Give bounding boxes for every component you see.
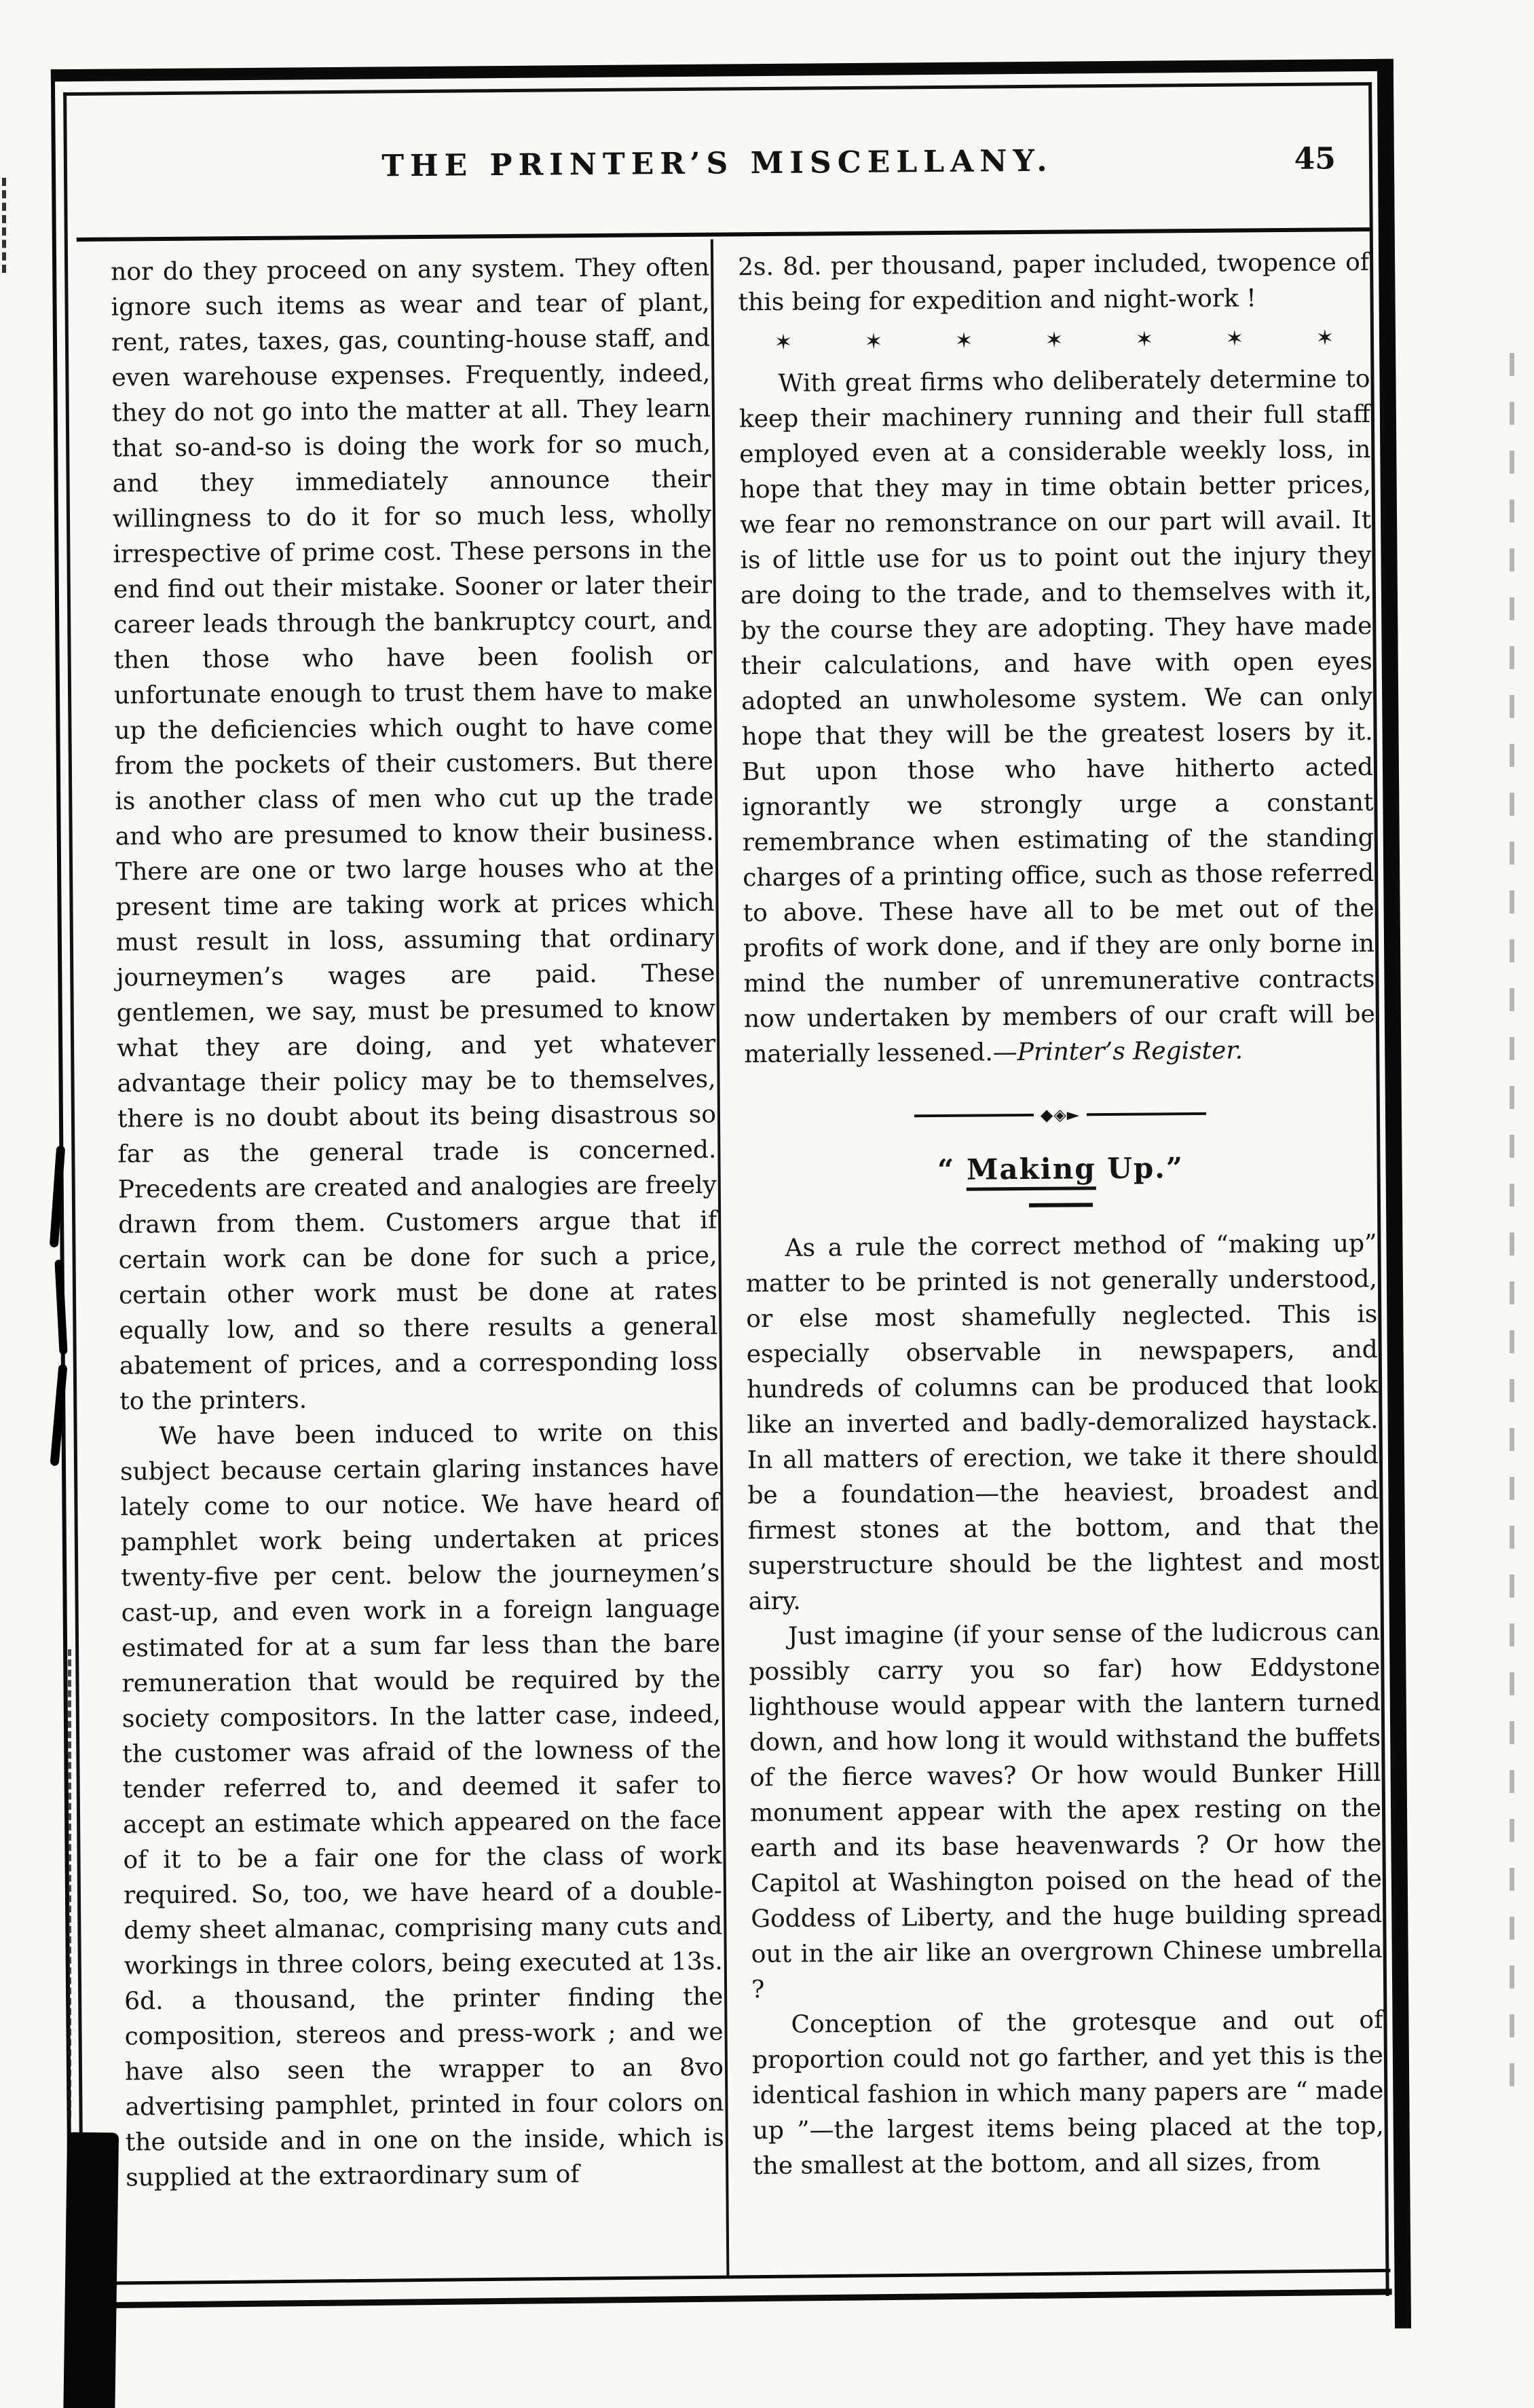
scan-artifact-dashed-line: [68, 1649, 71, 2118]
paragraph: As a rule the correct method of “making up” matter to be printed is not generally understood, or else most shamefully neglected. This is especially observable in newspapers, and hundreds of columns can be produced that look like an inverted and badly-demoralized haystack. In all matters of erection, we take it there should be a foundation—the heaviest, broadest and firmest stones at the bottom, and that the superstructure should be the lightest and most airy.: [745, 1229, 1380, 1616]
paragraph: 2s. 8d. per thousand, paper included, twopence of this being for expedition and night-work !: [737, 248, 1370, 317]
masthead: [64, 135, 1372, 200]
article-heading: [745, 1145, 1376, 1193]
scan-artifact-dashed-line: [2, 178, 6, 273]
divider-line: [914, 1114, 1034, 1117]
section-divider: [914, 1106, 1206, 1124]
divider-line: [1087, 1112, 1206, 1116]
paragraph: We have been induced to write on this subject because certain glaring instances have lately come to our notice. We have heard of pamphlet work being undertaken at prices twenty-five per cent. below the journeymen’s cast-up, and even work in a foreign language estimated for at a sum far less than the bare remuneration that would be required by the society compositors. In the latter case, indeed, the customer was afraid of the lowness of the tender referred to, and deemed it safer to accept an estimate which appeared on the face of it to be a fair one for the class of work required. So, too, we have heard of a double-demy sheet almanac, comprising many cuts and workings in three colors, being executed at 13s. 6d. a thousand, the printer finding the composition, stereos and press-work ; and we have also seen the wrapper to an 8vo advertising pamphlet, printed in four colors on the outside and in one on the inside, which is supplied at the extraordinary sum of: [119, 1418, 724, 2192]
asterisk-separator: ✶ ✶ ✶ ✶ ✶ ✶ ✶: [774, 324, 1334, 355]
paragraph: Just imagine (if your sense of the ludicrous can possibly carry you so far) how Eddystone lighthouse would appear with the lantern turned down, and how long it would withstand the buffets of the fierce waves? Or how would Bunker Hill monument appear with the apex resting on the earth and its base heavenwards ? Or how the Capitol at Washington poised on the head of the Goddess of Liberty, and the huge building spread out in the air like an overgrown Chinese umbrella ?: [749, 1617, 1383, 2004]
paragraph-text: With great firms who deliberately determine to keep their machinery running and their full staff employed even at a considerable weekly loss, in hope that they may in time obtain better prices, we fear no remonstrance on our part will avail. It is of little use for us to point out the injury they are doing to the trade, and to themselves with it, by the course they are adopting. They have made their calculations, and have with open eyes adopted an unwholesome system. We can only hope that they will be the greatest losers by it. But upon those who have hitherto acted ignorantly we strongly urge a constant remembrance when estimating of the standing charges of a printing office, such as those referred to above. These have all to be met out of the profits of work done, and if they are only borne in mind the number of unremunerative contracts now undertaken by members of our craft will be materially lessened.—: [738, 364, 1375, 1069]
heading-rule: [1029, 1203, 1093, 1207]
heading-underlined-word: Making: [967, 1152, 1096, 1190]
page-number: 45: [1294, 141, 1336, 176]
page-title: THE PRINTER’S MISCELLANY.: [381, 143, 1053, 184]
divider-ornament-icon: ◆◈►: [1040, 1105, 1081, 1125]
paragraph: [738, 362, 1375, 1072]
scan-artifact-ink-bar: [63, 2132, 119, 2408]
heading-open-quote: “: [937, 1152, 967, 1187]
scan-artifact-edge-streak: [1510, 353, 1514, 2090]
heading-rest: Up.”: [1096, 1151, 1184, 1186]
paragraph: Conception of the grotesque and out of proportion could not go farther, and yet this is the identical fashion in which many papers are “ made up ”—the largest items being placed at the top, the smallest at the bottom, and all sizes, from: [751, 2006, 1384, 2181]
left-column: [111, 250, 724, 2196]
right-column: [738, 245, 1384, 2184]
paragraph: nor do they proceed on any system. They often ignore such items as wear and tear of plant, rent, rates, taxes, gas, counting-house staff, and even warehouse expenses. Frequently, indeed, they do not go into the matter at all. They learn that so-and-so is doing the work for so much, and they immediately announce their willingness to do it for so much less, wholly irrespective of prime cost. These persons in the end find out their mistake. Sooner or later their career leads through the bankruptcy court, and then those who have been foolish or unfortunate enough to trust them have to make up the deficiencies which ought to have come from the pockets of their customers. But there is another class of men who cut up the trade and who are presumed to know their business. There are one or two large houses who at the present time are taking work at prices which must result in loss, assuming that ordinary journeymen’s wages are paid. These gentlemen, we say, must be presumed to know what they are doing, and yet whatever advantage their policy may be to themselves, there is no doubt about its being disastrous so far as the general trade is concerned. Precedents are created and analogies are freely drawn from them. Customers argue that if certain work can be done for such a price, certain other work must be done at rates equally low, and so there results a general abatement of prices, and a corresponding loss to the printers.: [111, 253, 718, 1416]
source-attribution: Printer’s Register.: [1017, 1036, 1243, 1067]
